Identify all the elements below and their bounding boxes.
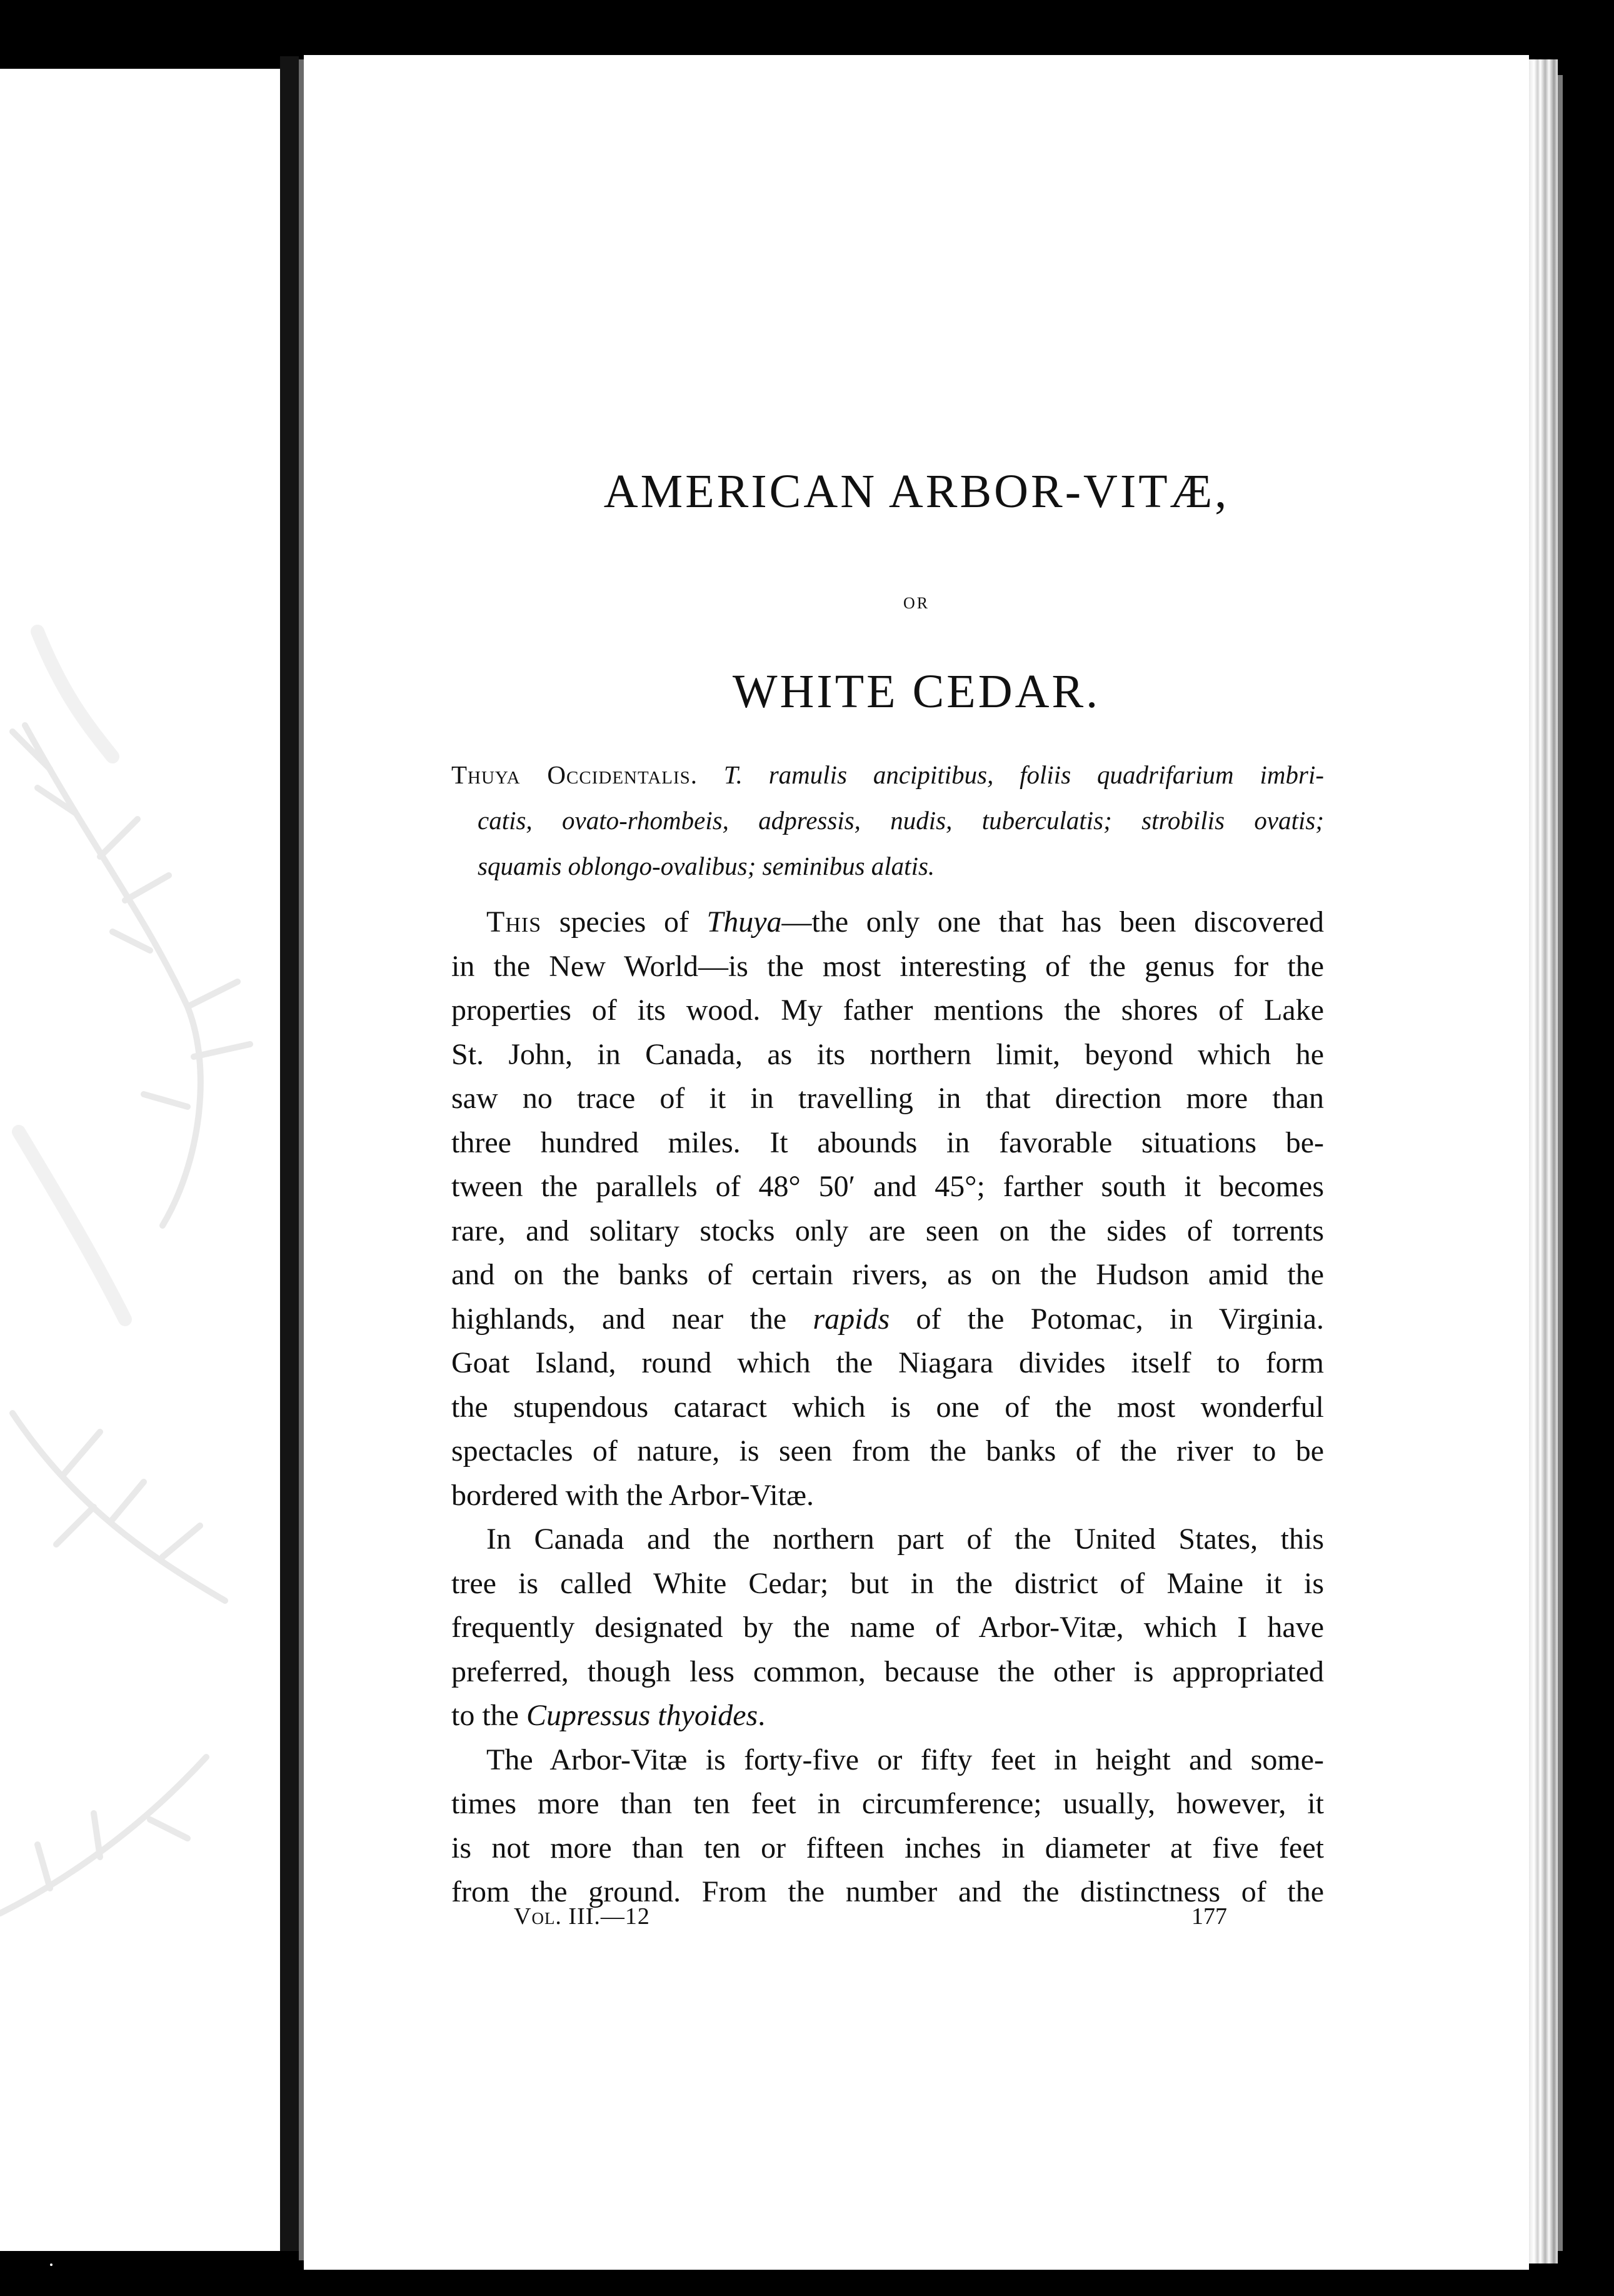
stacked-page-edges — [1529, 59, 1558, 2263]
text-line: frequently designated by the name of Arbor-Vitæ, which I have — [451, 1611, 1324, 1644]
text-line: spectacles of nature, is seen from the banks of the river to be — [451, 1434, 1324, 1468]
botanical-diagnosis — [451, 752, 1324, 889]
italic-run: Cupressus thyoides — [526, 1699, 758, 1732]
text-line: saw no trace of it in travelling in that direction more than — [451, 1082, 1324, 1115]
italic-run: rapids — [813, 1302, 890, 1336]
drop-word: This — [486, 905, 542, 939]
text-line: from the ground. From the number and the distinctness of the — [451, 1875, 1324, 1908]
book-gutter — [280, 56, 299, 2251]
diagnosis-line: squamis oblongo-ovalibus; seminibus alatis. — [478, 852, 935, 880]
scan-speck — [50, 2263, 53, 2266]
page-number: 177 — [1191, 1903, 1227, 1930]
book-page — [304, 55, 1529, 2270]
text-line: in the New World—is the most interesting of the genus for the — [451, 949, 1324, 983]
text-line: tree is called White Cedar; but in the district of Maine it is — [451, 1566, 1324, 1600]
text-run: to the — [451, 1699, 526, 1732]
volume-signature: Vol. III.—12 — [514, 1903, 650, 1930]
page-subtitle: WHITE CEDAR. — [732, 665, 1101, 718]
italic-run: Thuya — [706, 905, 782, 939]
species-name: Thuya Occidentalis. — [451, 760, 698, 789]
text-line: preferred, though less common, because the other is appropriated — [451, 1654, 1324, 1688]
page-title: AMERICAN ARBOR-VITÆ, — [603, 465, 1230, 518]
text-line: three hundred miles. It abounds in favorable situations be- — [451, 1125, 1324, 1159]
diagnosis-line — [451, 752, 1324, 798]
diagnosis-line: catis, ovato-rhombeis, adpressis, nudis, tuberculatis; strobilis ovatis; — [478, 806, 1324, 835]
text-line: is not more than ten or fifteen inches in diameter at five feet — [451, 1831, 1324, 1865]
text-line: tween the parallels of 48° 50′ and 45°; farther south it becomes — [451, 1170, 1324, 1203]
text-run: of the Potomac, in Virginia. — [890, 1302, 1324, 1336]
text-line: and on the banks of certain rivers, as on the Hudson amid the — [451, 1258, 1324, 1291]
facing-page — [0, 69, 280, 2251]
text-line: St. John, in Canada, as its northern limit, beyond which he — [451, 1037, 1324, 1071]
text-run: —the only one that has been discovered — [781, 905, 1324, 939]
text-run: species of — [541, 905, 707, 939]
text-line: Goat Island, round which the Niagara divides itself to form — [451, 1346, 1324, 1379]
text-line: In Canada and the northern part of the United States, this — [486, 1523, 1324, 1556]
text-line: times more than ten feet in circumference; usually, however, it — [451, 1787, 1324, 1820]
scan-speck — [694, 2262, 698, 2268]
title-conjunction: OR — [903, 594, 930, 612]
text-line: properties of its wood. My father mentions the shores of Lake — [451, 994, 1324, 1027]
text-run: . — [758, 1699, 766, 1732]
text-line: bordered with the Arbor-Vitæ. — [451, 1478, 815, 1512]
body-text — [451, 900, 1324, 1915]
bleed-through-plant-illustration — [0, 69, 280, 2251]
text-line: rare, and solitary stocks only are seen on the sides of torrents — [451, 1214, 1324, 1247]
text-line — [451, 1297, 1324, 1342]
gutter-edge — [299, 59, 304, 2260]
text-line — [451, 900, 1324, 945]
text-line: the stupendous cataract which is one of the most wonderful — [451, 1390, 1324, 1424]
text-line — [451, 1694, 1324, 1738]
diagnosis-text: T. ramulis ancipitibus, foliis quadrifarium imbri- — [723, 760, 1324, 789]
text-run: highlands, and near the — [451, 1302, 813, 1336]
text-line: The Arbor-Vitæ is forty-five or fifty feet in height and some- — [486, 1743, 1324, 1776]
page-edge-shadow — [1558, 75, 1563, 2251]
